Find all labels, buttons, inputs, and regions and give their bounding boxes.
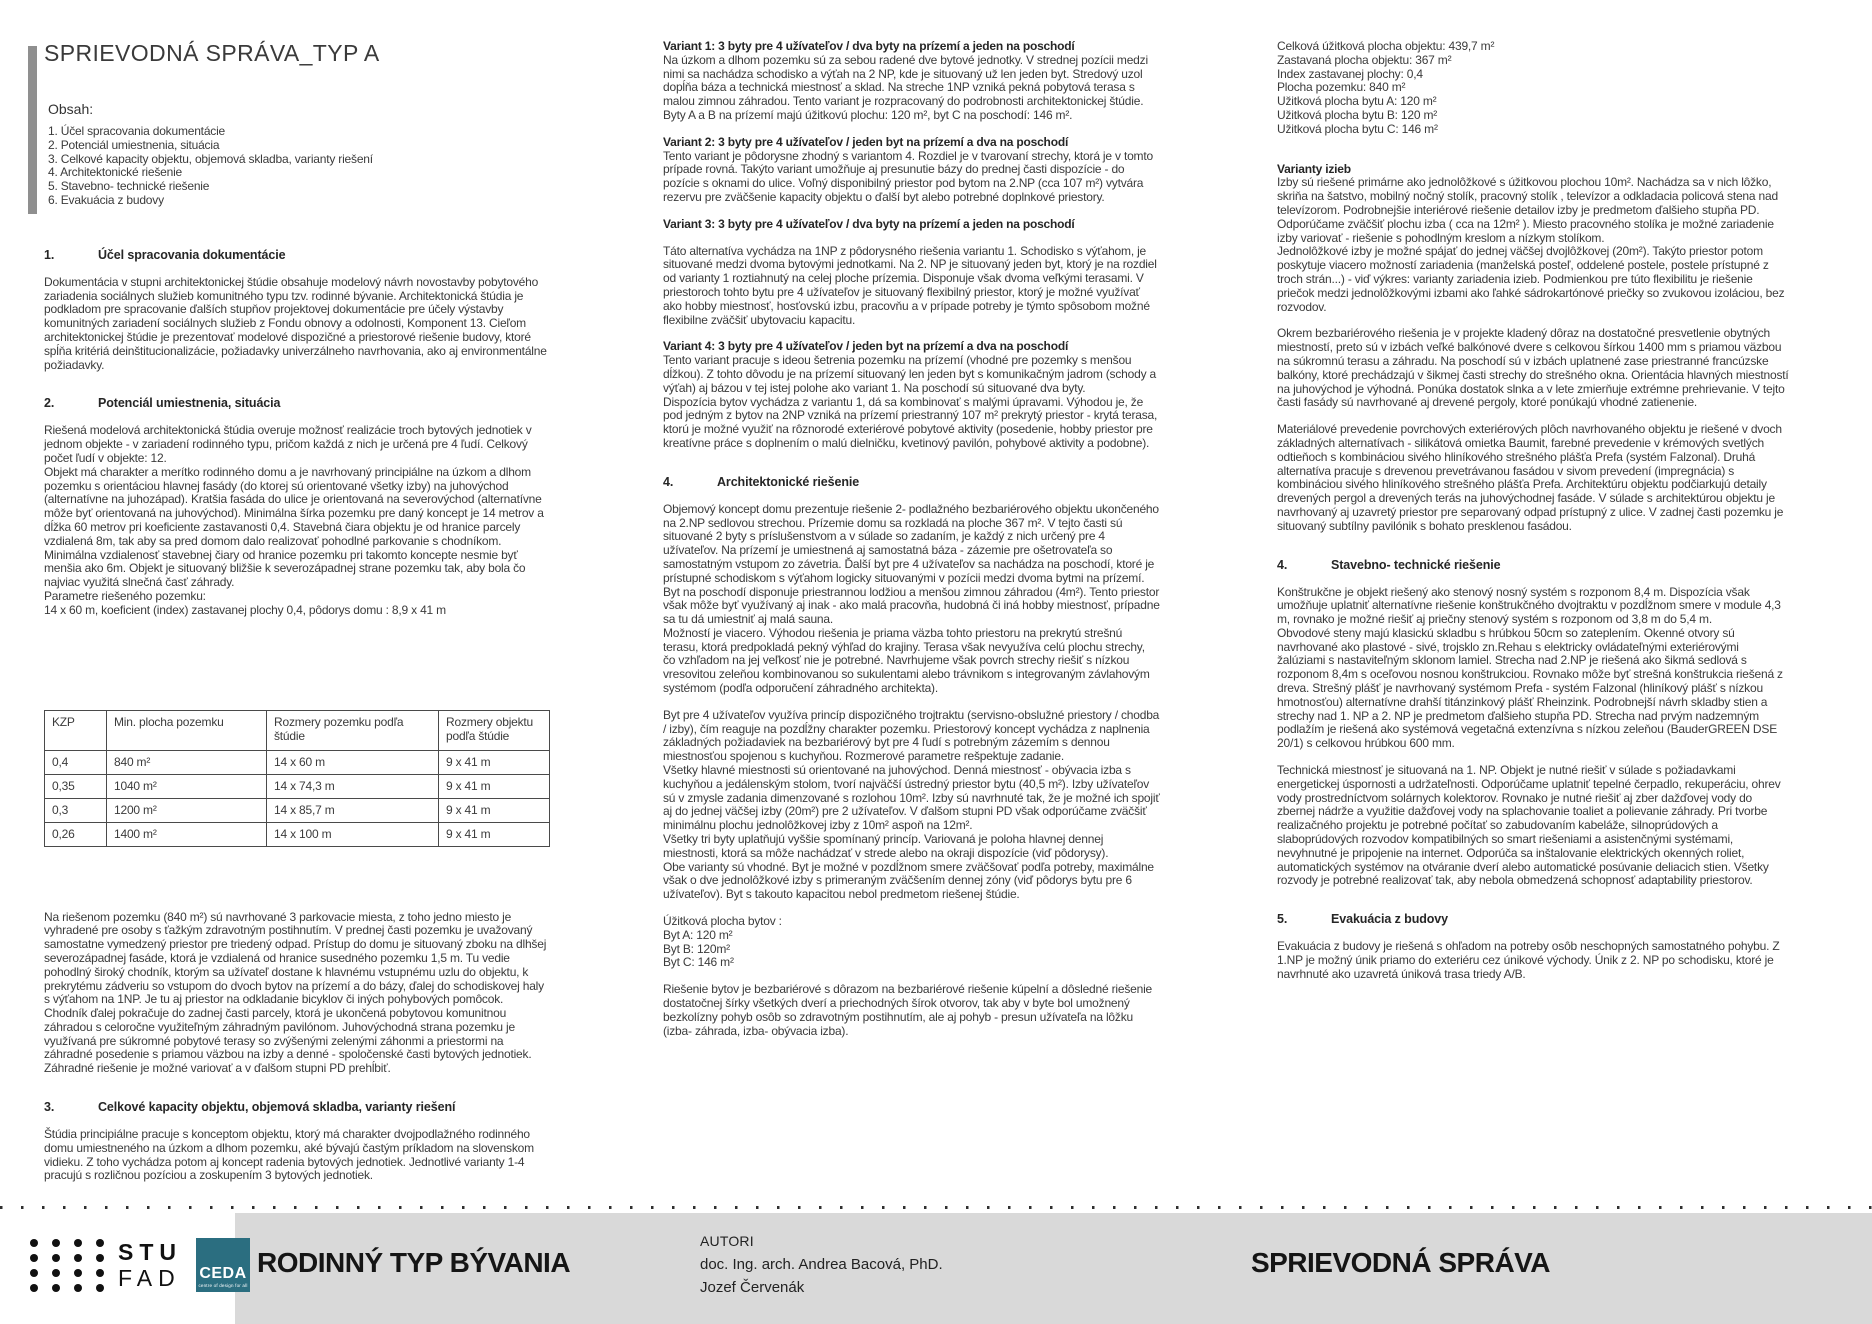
footer-logo-area	[30, 1238, 250, 1292]
section-number: 3.	[44, 1100, 55, 1115]
table-cell: 0,35	[45, 774, 107, 798]
column-1	[44, 36, 549, 1183]
stat-line: Užitková plocha bytu A: 120 m²	[1277, 94, 1437, 109]
paragraph: Konštrukčne je objekt riešený ako stenový nosný systém s rozponom 8,4 m. Dispozícia však umožňuje uplatniť alternatívne riešenie konštrukčného dvojtraktu v pozdĺžnom smere v module 4,3 m, rovnako je možné riešiť aj priečny stenový systém s rozponom od 3,8 m do 5,4 m.	[1277, 584, 1781, 627]
paragraph: Byty A a B na prízemí majú úžitkovú plochu: 120 m², byt C na poschodí: 146 m².	[663, 107, 1073, 122]
section-number: 4.	[1277, 557, 1288, 572]
paragraph: Byt pre 4 užívateľov využíva princíp dispozičného trojtraktu (servisno-obslužné priestory / chodba / izby), čím reaguje na pozdĺžny charakter pozemku. Priestorový koncept vychádza z naplnenia základných požiadaviek na bezbariérový byt pre 4 ľudí s potrebným zázemím s dennou miestnosťou spojenou s kuchyňou. Rozmerové parametre rešpektuje zadanie.	[663, 707, 1160, 764]
section-number: 4.	[663, 474, 674, 489]
paragraph: Riešenie bytov je bezbariérové s dôrazom na bezbariérové riešenie kúpelní a dôsledné riešenie dostatočnej šírky všetkých dverí a priechodných šírok otvorov, tak aby v byte bol umožnený bezkolízny pohyb osôb so zdravotným postihnutím, ale aj pohyb - presun užívateľa na lôžku (izba- záhrada, izba- obývacia izba).	[663, 982, 1153, 1038]
paragraph: Technická miestnosť je situovaná na 1. NP. Objekt je nutné riešiť v súlade s požiadavkami energetickej úspornosti a udržateľnosti. Odporúčame uplatniť tepelné čerpadlo, rekuperáciu, ohrev vody prostredníctvom solárnych kolektorov. Rovnako je nutné riešiť aj zber dažďovej vody do zbernej nádrže a využitie dažďovej vody na splachovanie toaliet a polievanie záhrady. Pri tvorbe realizačného projektu je potrebné počítať so zabudovaním kabeláže, silnoprúdových a slaboprúdových rozvodov kompatibilných so smart riešeniami a asistenčnými systémami, nevyhnutné je pripojenie na internet. Odporúča sa inštalovanie elektrických okenných roliet, automatických systémov na otváranie dverí alebo automatické posúvanie deliacich stien. Všetky rozvody je potrebné realizovať tak, aby nebola obmedzená schopnosť adaptability priestorov.	[1277, 763, 1781, 888]
section-title: Celkové kapacity objektu, objemová skladba, varianty riešení	[98, 1100, 456, 1115]
stu-logo-text: STU	[118, 1239, 182, 1265]
paragraph: Objemový koncept domu prezentuje riešenie 2- podlažného bezbariérového objektu ukončeného na 2.NP sedlovou strechou. Prízemie domu sa rozkladá na ploche 367 m². V tejto časti sú situované 2 byty s príslušenstvom a v súlade so zadaním, je každý z nich určený pre 4 užívateľov. Na prízemí je umiestnená aj samostatná báza - zázemie pre ošetrovateľa so samostatným vstupom zo závetria. Ďalší byt pre 4 užívateľov sa nachádza na poschodí, ktoré je prístupné schodiskom s výťahom logicky situovanými v pozícii medzi dvoma bytmi na prízemí. Byt na poschodí disponuje priestrannou lodžiou a menšou zimnou záhradou (4m²). Tento priestor však môže byť využívaný aj inak - ako malá pracovňa, hudobná či iná hobby miestnosť, prípadne sa tu dá umiestniť aj malá sauna.	[663, 501, 1160, 627]
capacity-table	[44, 710, 550, 847]
toc-item: 5. Stavebno- technické riešenie	[48, 179, 210, 194]
footer-authors	[700, 1233, 943, 1299]
stat-line: Zastavaná plocha objektu: 367 m²	[1277, 52, 1452, 67]
ceda-logo-text: CEDA	[199, 1265, 247, 1282]
paragraph: Obe varianty sú vhodné. Byt je možné v pozdĺžnom smere zväčšovať podľa potreby, maximálne však o dve jednolôžkové izby s primeraným zväčšením dennej zóny (viď pôdorys bytu pre 6 užívateľov). Byt s takouto kapacitou nebol predmetom riešenej štúdie.	[663, 859, 1154, 902]
section-1-heading	[44, 248, 549, 262]
paragraph: Štúdia principiálne pracuje s konceptom objektu, ktorý má charakter dvojpodlažného rodinného domu umiestneného na úzkom a dlhom pozemku, aké bývajú častým príkladom na slovenskom vidieku. Z toho vychádza potom aj koncept radenia bytových jednotiek. Jednotlivé varianty 1-4 pracujú s rozličnou pozíciou a zoskupením 3 bytových jednotiek.	[44, 1127, 534, 1183]
table-cell: 840 m²	[107, 750, 267, 774]
section-3-heading	[44, 1100, 549, 1114]
stat-line: Užitková plocha bytu C: 146 m²	[1277, 121, 1438, 136]
variant-4-heading: Variant 4: 3 byty pre 4 užívateľov / jeden byt na prízemí a dva na poschodí	[663, 339, 1069, 354]
paragraph: Evakuácia z budovy je riešená s ohľadom na potreby osôb neschopných samostatného pohybu. Z 1.NP je možný únik priamo do exteriéru cez únikové východy. Únik z 2. NP po schodisku, ktoré je navrhnuté ako uzavretá úniková trasa triedy A/B.	[1277, 939, 1780, 981]
section-title: Architektonické riešenie	[717, 474, 860, 489]
section-number: 5.	[1277, 912, 1288, 927]
section-title: Potenciál umiestnenia, situácia	[98, 396, 281, 411]
variant-3-heading: Variant 3: 3 byty pre 4 užívateľov / dva byty na prízemí a jeden na poschodí	[663, 216, 1075, 231]
paragraph: Tento variant je pôdorysne zhodný s variantom 4. Rozdiel je v tvarovaní strechy, ktorá je v tomto prípade rovná. Takýto variant umožňuje aj presunutie bázy do prednej časti dispozície - do pozície s oknami do ulice. Voľný disponibilný priestor pod bytom na 2.NP (cca 107 m²) vytvára rezervu pre zväčšenie kapacity objektu o ďalší byt alebo potrebné doplnkové priestory.	[663, 148, 1153, 204]
section-4b-heading	[1277, 558, 1790, 572]
toc	[48, 125, 549, 208]
toc-item: 4. Architektonické riešenie	[48, 165, 183, 180]
area-list-heading: Úžitková plocha bytov :	[663, 914, 782, 929]
title-block	[44, 40, 549, 208]
variant-2-heading: Variant 2: 3 byty pre 4 užívateľov / jeden byt na prízemí a dva na poschodí	[663, 134, 1069, 149]
author-name: doc. Ing. arch. Andrea Bacová, PhD.	[700, 1256, 943, 1273]
paragraph: Obvodové steny majú klasickú skladbu s hrúbkou 50cm so zateplením. Okenné otvory sú navrhované ako plastové - sivé, trojsklo zn.Rehau s elektricky ovládateľnými exteriérovými žalúziami s nastaviteľným sklonom lamiel. Strecha nad 2.NP je riešená ako šikmá sedlová s rozponom 8,4m s oceľovou nosnou konštrukciou. Rovnako môže byť strešná konštrukcia riešená z dreva. Strešný plášť je navrhovaný systémom Prefa - systém Falzonal (hliníkový plášť s nízkou hmotnosťou) alternatívne drahší titánzinkový plášť Rheinzink. Podrobnejší návrh skladby stien a strechy nad 1. NP a 2. NP je predmetom ďalšieho stupňa PD. Strecha nad prvým nadzemným podlažím je riešená ako systémová vegetačná extenzívna s nízkou zeleňou (BauderGREEN DSE 20/1) s celkovou hrúbkou 600 mm.	[1277, 625, 1783, 751]
footer-bar	[235, 1213, 1872, 1324]
table-cell: 1040 m²	[107, 774, 267, 798]
author-name: Jozef Červenák	[700, 1279, 805, 1296]
table-header-cell: KZP	[45, 710, 107, 750]
table-cell: 1400 m²	[107, 822, 267, 846]
paragraph: Dokumentácia v stupni architektonickej štúdie obsahuje modelový návrh novostavby pobytového zariadenia sociálnych služieb komunitného typu tzv. rodinné bývanie. Architektonická štúdia je podkladom pre spracovanie ďalších stupňov projektovej dokumentácie pre účely výstavby komunitných zariadení sociálnych služieb z Fondu obnovy a odolnosti, Komponent 13. Cieľom architektonickej štúdie je prezentovať modelové dispozičné a priestorové riešenie budovy, ktoré spĺňa kritériá deinštitucionalizácie, požiadavky univerzálneho navrhovania, ako aj environmentálne požiadavky.	[44, 274, 547, 372]
paragraph: Izby sú riešené primárne ako jednolôžkové s úžitkovou plochou 10m². Nachádza sa v nich lôžko, skriňa na šatstvo, mobilný nočný stolík, pracovný stolík , televízor a odkladacia policová stena nad televízorom. Podrobnejšie interiérové riešenie detailov izby je predmetom ďalšieho stupňa PD. Odporúčame zväčšiť plochu izba ( cca na 12m² ). Miesto pracovného stolíka je možné zariadenie izby variovať - riešenie s pohodlným kreslom a nízkym stolíkom.	[1277, 175, 1778, 245]
stat-line: Index zastavanej plochy: 0,4	[1277, 66, 1423, 81]
paragraph: Možností je viacero. Výhodou riešenia je priama väzba tohto priestoru na prekrytú strešnú terasu, ktorá predpokladá pekný výhľad do krajiny. Terasa však nevyužíva celú plochu strechy, čo vzhľadom na jej veľkosť nie je potrebné. Navrhujeme však povrch strechy riešiť s nízkou vresovitou zeleňou kombinovanou so sukulentami alebo trávnikom s integrovaným závlahovým systémom (podľa odporučení záhradného architekta).	[663, 625, 1150, 696]
stat-line: Celková úžitková plocha objektu: 439,7 m²	[1277, 39, 1495, 53]
toc-item: 1. Účel spracovania dokumentácie	[48, 124, 226, 138]
section-title: Účel spracovania dokumentácie	[98, 247, 286, 262]
table-header-cell: Rozmery pozemku podľa štúdie	[267, 710, 439, 750]
ceda-logo	[196, 1238, 250, 1292]
section-title: Stavebno- technické riešenie	[1331, 557, 1501, 572]
section-number: 1.	[44, 247, 55, 262]
paragraph: Na úzkom a dlhom pozemku sú za sebou radené dve bytové jednotky. V strednej pozícii medzi nimi sa nachádza schodisko a výťah na 2 NP, kde je situovaný už len jeden byt. Stredový uzol dopĺňa báza a technická miestnosť a sklad. Na streche 1NP vzniká pekná pobytová terasa s malou zimnou záhradou. Tento variant je rozpracovaný do podrobnosti architektonickej štúdie.	[663, 52, 1148, 109]
section-5-heading	[1277, 912, 1790, 926]
table-cell: 9 x 41 m	[439, 822, 550, 846]
footer-doc-title: SPRIEVODNÁ SPRÁVA	[1250, 1247, 1550, 1278]
section-4-heading	[663, 475, 1160, 489]
rooms-heading: Varianty izieb	[1277, 161, 1351, 176]
paragraph: Všetky hlavné miestnosti sú orientované na juhovýchod. Denná miestnosť - obývacia izba s kuchyňou a jedálenským stolom, tvorí najväčší ústredný priestor bytu (40,5 m²). Izby užívateľov sú v zmysle zadania dimenzované s rozlohou 10m². Izby sú navrhnuté tak, že je možné ich spojiť aj do jednej väčšej izby (20m²) pre 2 užívateľov. V ďalšom stupni PD však odporúčame zväčšiť minimálnu plochu jednolôžkovej izby z 10m² aspoň na 12m².	[663, 763, 1160, 833]
table-cell: 0,26	[45, 822, 107, 846]
section-2-heading	[44, 396, 549, 410]
perforation-dotted-divider	[0, 1206, 1872, 1209]
toc-heading: Obsah:	[48, 101, 94, 117]
title-accent-bar	[28, 46, 37, 214]
paragraph: 14 x 60 m, koeficient (index) zastavanej plochy 0,4, pôdorys domu : 8,9 x 41 m	[44, 602, 446, 617]
toc-item: 6. Evakuácia z budovy	[48, 192, 164, 207]
table-header-cell: Min. plocha pozemku	[107, 710, 267, 750]
table-cell: 1200 m²	[107, 798, 267, 822]
fad-logo-text: FAD	[118, 1265, 181, 1291]
toc-item: 3. Celkové kapacity objektu, objemová skladba, varianty riešení	[48, 151, 373, 166]
table-row	[45, 774, 550, 798]
table-cell: 9 x 41 m	[439, 750, 550, 774]
paragraph: Okrem bezbariérového riešenia je v projekte kladený dôraz na dostatočné presvetlenie obytných miestností, preto sú v izbách veľké balkónové dvere s celkovou šírkou 1400 mm s priamou väzbou na súkromnú terasu a záhradu. Na poschodí sú v izbách uplatnené zase priestranné francúzske balkóny, ktoré prechádzajú v šikmej časti strechy do strešného okna. Orientácia hlavných miestností na juhovýchod je výhodná. Ponúka dostatok slnka a v lete zmierňuje extrémne prehrievanie. V tejto časti fasády sú navrhované aj drevené pergoly, ktoré ponúkajú vhodné zatienenie.	[1277, 326, 1789, 410]
table-cell: 9 x 41 m	[439, 774, 550, 798]
paragraph: Jednolôžkové izby je možné spájať do jednej väčšej dvojlôžkovej (20m²). Takýto priestor potom poskytuje viacero možností zariadenia (manželská posteľ, oddelené postele, postele prístupné z troch strán...) - viď výkres: varianty zariadenia izieb. Podmienkou pre túto flexibilitu je riešenie priečok medzi jednolôžkovými izbami ako ľahké sádrokartónové priečky so zvukovou izoláciou, bez rozvodov.	[1277, 244, 1785, 314]
paragraph: Na riešenom pozemku (840 m²) sú navrhované 3 parkovacie miesta, z toho jedno miesto je vyhradené pre osoby s ťažkým zdravotným postihnutím. V prednej časti pozemku je uvažovaný samostatne vymedzený priestor pre triedený odpad. Prístup do domu je situovaný zboku na dlhšej severozápadnej fasáde, ktorá je vzdialená od hranice susedného pozemku 1,5 m. Tu vedie pohodlný široký chodník, ktorým sa užívateľ dostane k hlavnému vstupnému uzlu do objektu, k prekrytému zádveriu so vstupom do dvoch bytov na prízemí a do bázy, ďalej do schodiskovej haly s výťahom na 1NP. Je tu aj priestor na odkladanie bicyklov či iných pohybových pomôcok. Chodník ďalej pokračuje do zadnej časti parcely, ktorá je ukončená pobytovou komunitnou záhradou s celoročne využiteľným záhradným pavilónom. Juhovýchodná strana pozemku je využívaná pre súkromné pobytové terasy so zvýšenými zelenými záhonmi a priestormi na záhradné posedenie s priamou väzbou na izby a denné - spoločenské časti bytových jednotiek. Záhradné riešenie je možné variovať a v ďalšom stupni PD prehĺbiť.	[44, 909, 547, 1076]
section-number: 2.	[44, 396, 55, 411]
area-line: Byt B: 120m²	[663, 941, 730, 956]
column-3	[1277, 40, 1790, 982]
paragraph: Materiálové prevedenie povrchových exteriérových plôch navrhovaného objektu je riešené v dvoch základných alternatívach - silikátová omietka Baumit, farebné prevedenie v krémových svetlých odtieňoch s kombináciou sivého hliníkového strešného plášťa Prefa (systém Falzonal). Druhá alternatíva pracuje s drevenou prevetrávanou fasádou v sivom prevedení (impregnácia) s kombináciou sivého hliníkového strešného plášťa Prefa. Architektúru objektu podčiarkujú detaily drevených pergol a drevených terás na juhovýchodnej fasáde. V súlade s architektúrou objektu je navrhovaný aj uzavretý priestor pre separovaný odpad prístupný z ulice. V zadnej časti pozemku je situovaný subtílny pavilónik s bohato presklenou fasádou.	[1277, 422, 1784, 533]
paragraph: Parametre riešeného pozemku:	[44, 588, 206, 603]
table-cell: 14 x 100 m	[267, 822, 439, 846]
stat-line: Užitková plocha bytu B: 120 m²	[1277, 107, 1438, 122]
paragraph: Táto alternatíva vychádza na 1NP z pôdorysného riešenia variantu 1. Schodisko s výťahom, je situované medzi dvoma bytovými jednotkami. Na 2. NP je situovaný jeden byt, ktorý je na rozdiel od varianty 1 roztiahnutý na celej ploche prízemia. Disponuje však dvoma veľkými terasami. V priestoroch tohto bytu pre 4 užívateľov je situovaný flexibilný priestor, ktorý je možné využívať ako hobby miestnosť, hosťovskú izbu, pracovňu a v prípade potreby je týmto spôsobom možné flexibilne zväčšiť ubytovaciu kapacitu.	[663, 243, 1157, 327]
paragraph: Tento variant pracuje s ideou šetrenia pozemku na prízemí (vhodné pre pozemky s menšou dĺžkou). Z tohto dôvodu je na prízemí situovaný len jeden byt s komunikačným jadrom (schody a výťah) aj bázou v tej istej polohe ako variant 1. Na poschodí sú situované dva byty.	[663, 353, 1156, 395]
table-cell: 9 x 41 m	[439, 798, 550, 822]
table-cell: 0,4	[45, 750, 107, 774]
section-title: Evakuácia z budovy	[1331, 912, 1448, 927]
column-2	[663, 40, 1160, 1038]
area-line: Byt A: 120 m²	[663, 927, 733, 942]
stu-dot-grid-icon	[30, 1239, 104, 1292]
stat-line: Plocha pozemku: 840 m²	[1277, 80, 1406, 95]
table-row	[45, 798, 550, 822]
variant-1-heading: Variant 1: 3 byty pre 4 užívateľov / dva byty na prízemí a jeden na poschodí	[663, 39, 1075, 53]
authors-label: AUTORI	[700, 1233, 754, 1249]
table-cell: 14 x 74,3 m	[267, 774, 439, 798]
area-line: Byt C: 146 m²	[663, 955, 734, 970]
table-cell: 14 x 60 m	[267, 750, 439, 774]
table-header-row	[45, 710, 550, 750]
table-row	[45, 750, 550, 774]
stu-fad-logo	[118, 1239, 182, 1291]
page-title: SPRIEVODNÁ SPRÁVA_TYP A	[44, 40, 380, 66]
paragraph: Riešená modelová architektonická štúdia overuje možnosť realizácie troch bytových jednotiek v jednom objekte - v zariadení rodinného typu, pričom každá z nich je určená pre 4 ľudí. Celkový počet ľudí v objekte: 12.	[44, 423, 532, 465]
table-cell: 14 x 85,7 m	[267, 798, 439, 822]
table-row	[45, 822, 550, 846]
table-header-cell: Rozmery objektu podľa štúdie	[439, 710, 550, 750]
toc-item: 2. Potenciál umiestnenia, situácia	[48, 137, 220, 152]
paragraph: Dispozícia bytov vychádza z variantu 1, dá sa kombinovať s malými úpravami. Výhodou je, že pod jedným z bytov na 2NP vzniká na prízemí priestranný 107 m² prekrytý priestor - krytá terasa, ktorú je možné využiť na rôznorodé exteriérové pobytové aktivity (posedenie, hobby priestor pre kreatívne práce s doplnením o malú dielničku, kvetinový pavilón, pohybové aktivity a podobne).	[663, 394, 1158, 450]
table-cell: 0,3	[45, 798, 107, 822]
paragraph: Všetky tri byty uplatňujú vyššie spomínaný princíp. Variovaná je poloha hlavnej dennej miestnosti, ktorá sa môže nachádzať v strede alebo na okraji dispozície (viď pôdorysy).	[663, 832, 1109, 860]
ceda-logo-subtitle: centre of design for all	[198, 1283, 248, 1288]
footer-project-title: RODINNÝ TYP BÝVANIA	[257, 1247, 571, 1278]
paragraph: Objekt má charakter a merítko rodinného domu a je navrhovaný principiálne na úzkom a dlhom pozemku s orientáciou hlavnej fasády (do ktorej sú orientované všetky izby) na juhovýchod (alternatívne na juhozápad). Kratšia fasáda do ulice je orientovaná na severovýchod (alternatívne môže byť orientovaná na juhovýchod). Minimálna šírka pozemku pre daný koncept je 14 metrov a dĺžka 60 metrov pri koeficiente zastavanosti 0,4. Stavebná čiara objektu je od hranice parcely vzdialená 8m, tak aby sa pred domom dalo realizovať pohodlné parkovanie s chodníkom. Minimálna vzdialenosť stavebnej čiary od hranice pozemku pri takomto koncepte nesmie byť menšia ako 6m. Objekt je situovaný bližšie k severozápadnej strane pozemku tak, aby bola čo najviac využitá slnečná časť záhrady.	[44, 464, 544, 590]
